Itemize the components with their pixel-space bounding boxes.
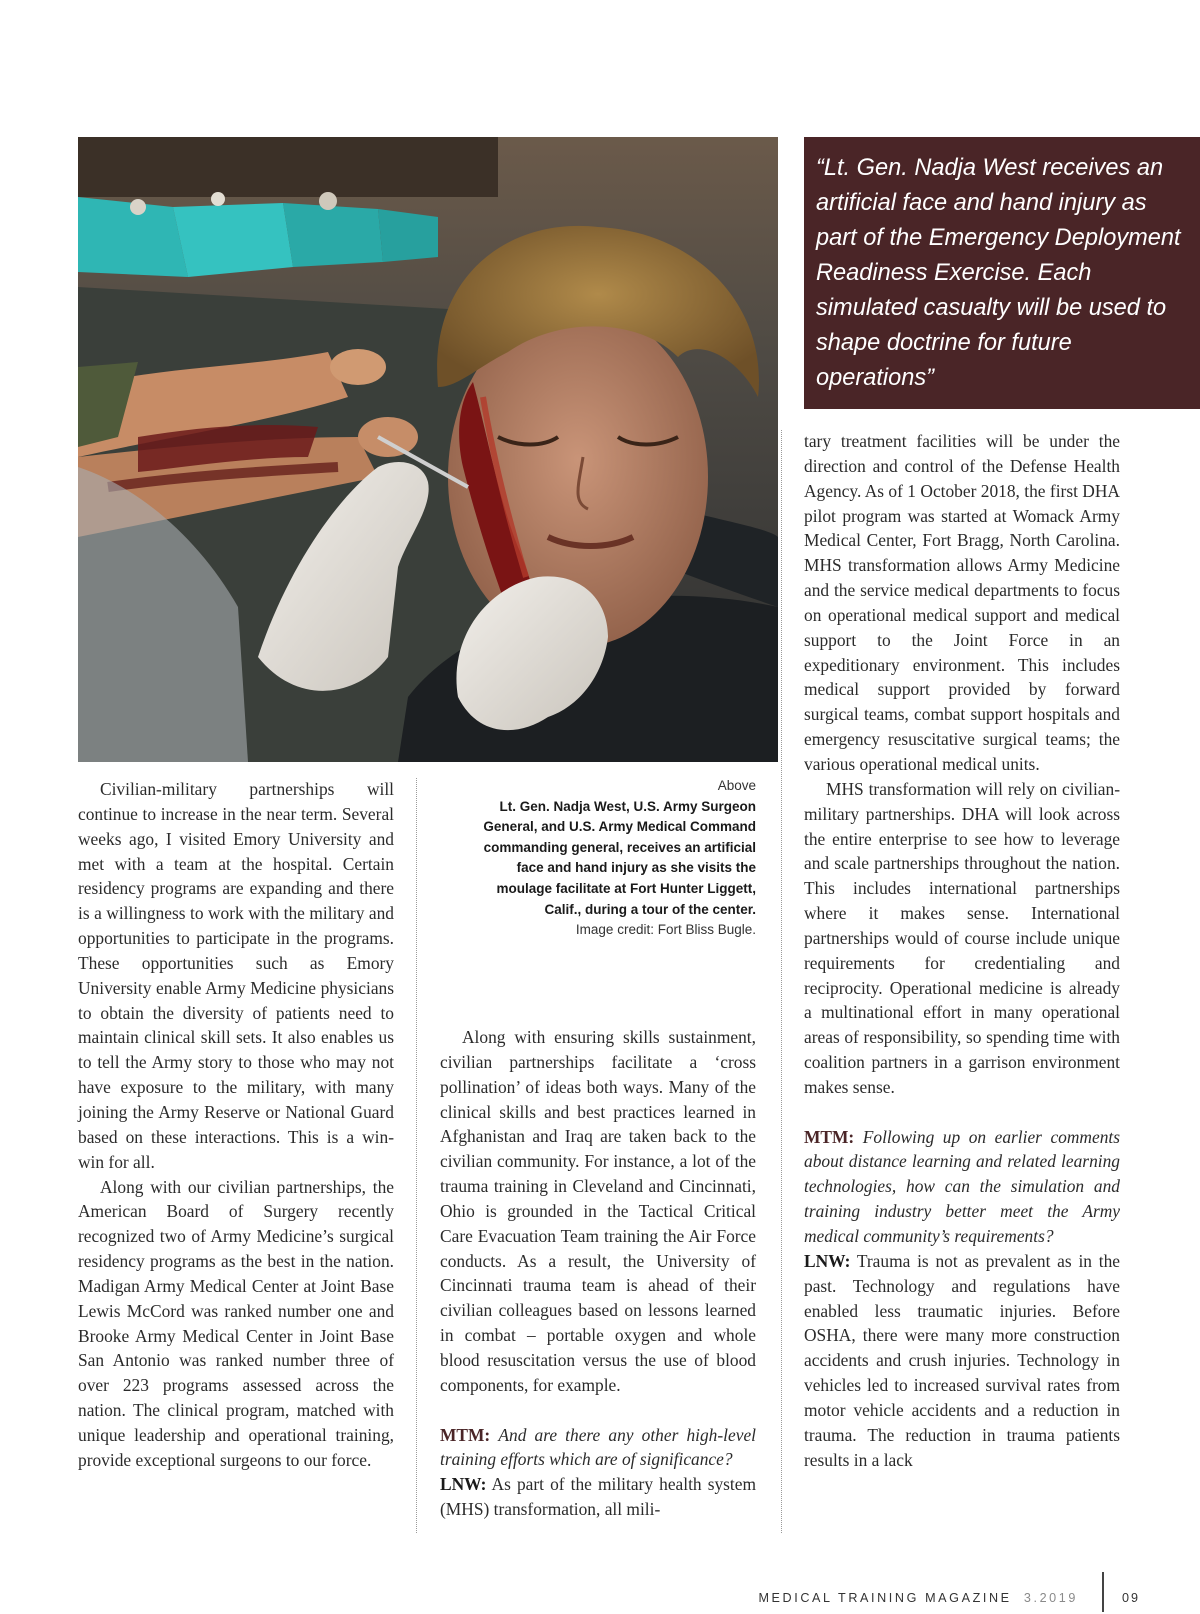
column-1 (78, 777, 394, 1473)
column-divider (781, 430, 782, 1533)
column-2 (440, 1025, 756, 1522)
question-label: MTM: (804, 1126, 855, 1147)
photo-illustration (78, 137, 778, 762)
question-text: Following up on earlier comments about distance learning and related learning technologies, how can the simulation and training industry better meet the Army medical community’s requirements? (804, 1126, 1120, 1246)
caption-credit: Image credit: Fort Bliss Bugle. (575, 922, 756, 938)
column-3 (804, 429, 1120, 1472)
page-number: 09 (1121, 1591, 1140, 1605)
column-divider (416, 778, 417, 1533)
question (804, 1125, 1120, 1249)
answer-label: LNW: (804, 1250, 851, 1271)
answer (440, 1472, 756, 1522)
paragraph: Along with our civilian partnerships, the American Board of Surgery recently recognized two of Army Medicine’s surgical residency programs as the best in the nation. Madigan Army Medical Center at Joint Base Lewis McCord was ranked number one and Brooke Army Medical Center in Joint Base San Antonio was ranked number three of over 223 programs assessed across the nation. The clinical program, matched with unique leadership and operational training, provide exceptional surgeons to our force. (78, 1176, 394, 1470)
page-footer (700, 1588, 1200, 1612)
caption-heading: Above (717, 778, 756, 793)
question (440, 1423, 756, 1473)
question-label: MTM: (440, 1424, 491, 1445)
caption-body: Lt. Gen. Nadja West, U.S. Army Surgeon General, and U.S. Army Medical Command commanding general, receives an artificial face and hand injury as she visits the moulage facilitate at Fort Hunter Liggett, Calif., during a tour of the center. (483, 798, 756, 917)
answer (804, 1249, 1120, 1473)
magazine-name: MEDICAL TRAINING MAGAZINE 3.2019 (758, 1591, 1078, 1605)
paragraph: Civilian-military partnerships will continue to increase in the near term. Several weeks ago, I visited Emory University and met with a team at the hospital. Certain residency programs are expanding and there is a willingness to work with the military and opportunities to participate in the programs. These opportunities such as Emory University enable Army Medicine physicians to obtain the diversity of patients need to maintain clinical skill sets. It also enables us to tell the Army story to those who may not have exposure to the military, with many joining the Army Reserve or National Guard based on these interactions. This is a win-win for all. (78, 779, 394, 1172)
pull-quote-box (804, 137, 1200, 409)
photo-caption (460, 776, 756, 941)
footer-divider (1102, 1572, 1104, 1612)
paragraph: tary treatment facilities will be under the direction and control of the Defense Health Agency. As of 1 October 2018, the first DHA pilot program was started at Womack Army Medical Center, Fort Bragg, North Carolina. MHS transformation allows Army Medicine and the service medical departments to focus on operational medical support and medical support to the Joint Force in an expeditionary environment. This includes medical support provided by forward surgical teams, combat support hospitals and emergency resuscitative surgical teams; the various operational medical units. (804, 431, 1120, 774)
paragraph: Along with ensuring skills sustainment, civilian partnerships facilitate a ‘cross pollination’ of ideas both ways. Many of the clinical skills and best practices learned in Afghanistan and Iraq are taken back to the civilian community. For instance, a lot of the trauma training in Cleveland and Cincinnati, Ohio is grounded in the Tactical Critical Care Evacuation Team training the Air Force conducts. As a result, the University of Cincinnati trauma team is ahead of their civilian colleagues based on lessons learned in combat – portable oxygen and whole blood resuscitation versus the use of blood components, for example. (440, 1027, 756, 1395)
answer-label: LNW: (440, 1474, 487, 1495)
answer-text: As part of the military health system (MHS) transformation, all mili- (440, 1474, 757, 1520)
feature-photo (78, 137, 778, 762)
question-text: And are there any other high-level training efforts which are of significance? (440, 1424, 756, 1470)
pull-quote: “Lt. Gen. Nadja West receives an artificial face and hand injury as part of the Emergency Deployment Readiness Exercise. Each simulated casualty will be used to shape doctrine for future operations” (816, 155, 1181, 391)
answer-text: Trauma is not as prevalent as in the past. Technology and regulations have enabled less traumatic injuries. Before OSHA, there were many more construction accidents and crush injuries. Technology in vehicles led to increased survival rates from motor vehicle accidents and a reduction in trauma. The reduction in trauma patients results in a lack (804, 1250, 1120, 1470)
issue-date: 3.2019 (1023, 1591, 1078, 1605)
paragraph: MHS transformation will rely on civilian-military partnerships. DHA will look across the entire enterprise to see how to leverage and scale partnerships throughout the nation. This includes international partnerships where it makes sense. International partnerships would of course include unique requirements for credentialing and reciprocity. Operational medicine is already a multinational effort in many operational areas of responsibility, so spending time with coalition partners in a garrison environment makes sense. (804, 778, 1120, 1097)
